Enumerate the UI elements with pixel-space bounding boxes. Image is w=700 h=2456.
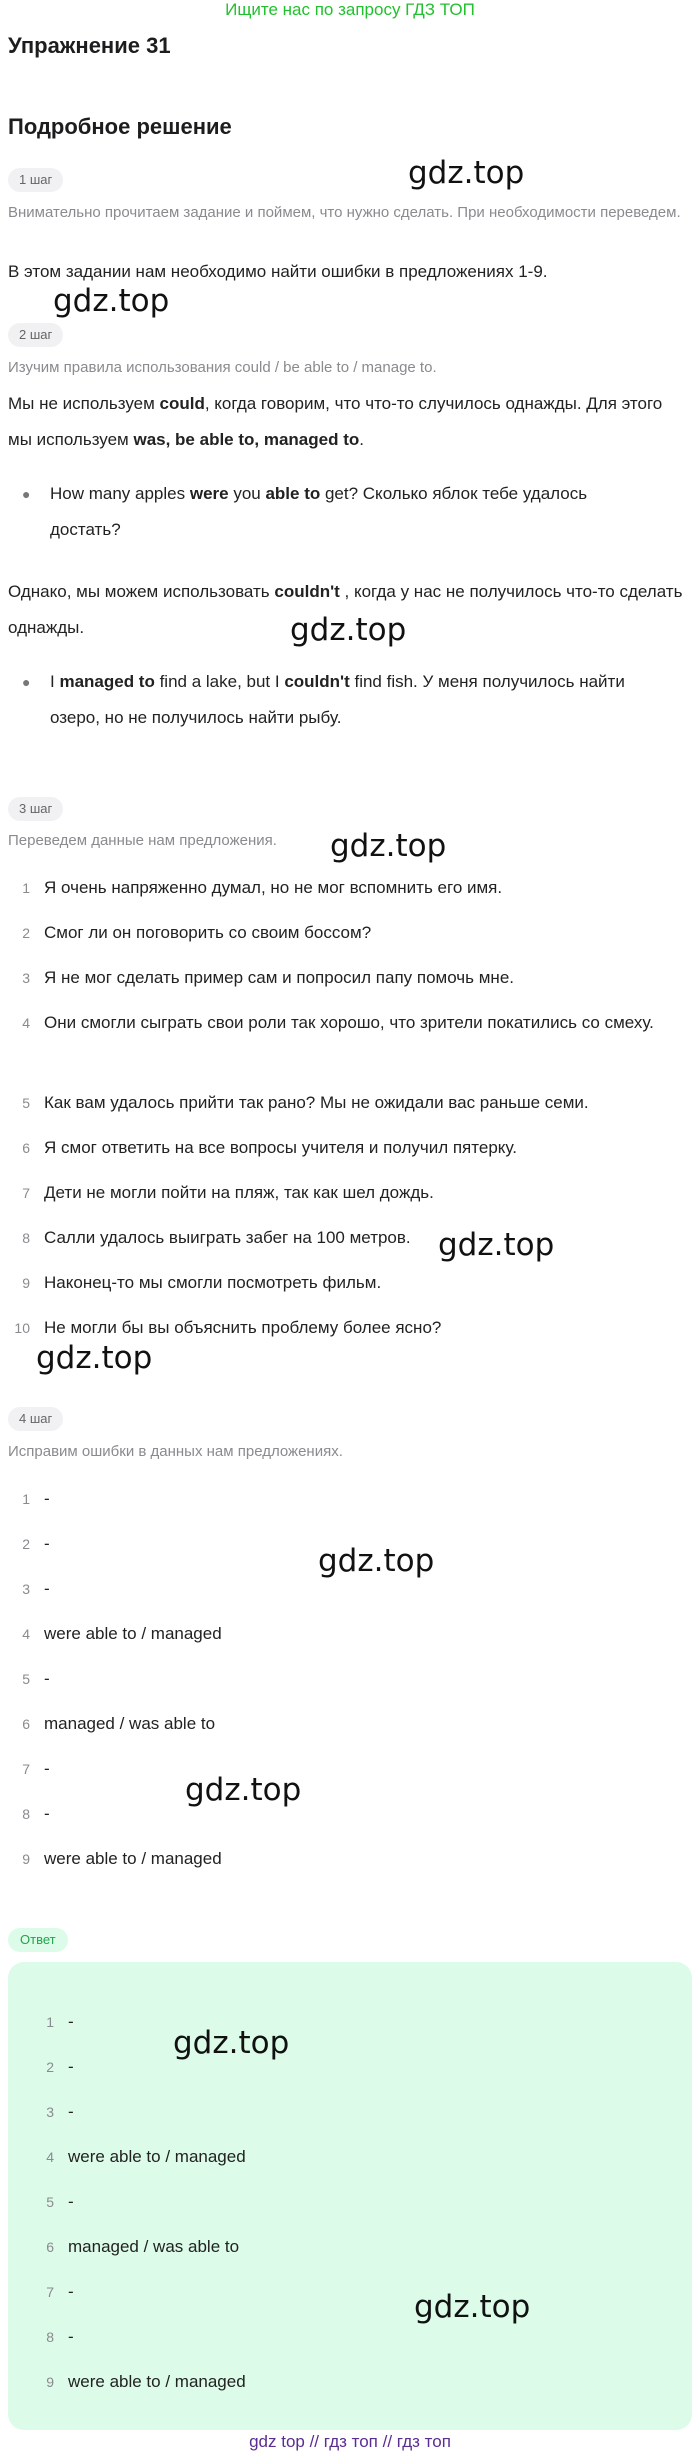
answer-item: - <box>68 2012 74 2031</box>
correction-number: 4 <box>22 1626 30 1642</box>
bullet-icon: ● <box>22 486 31 502</box>
translation-item: Я очень напряженно думал, но не мог вспомнить его имя. <box>44 878 503 897</box>
translation-number: 4 <box>22 1015 30 1031</box>
correction-number: 8 <box>22 1806 30 1822</box>
correction-number: 7 <box>22 1761 30 1777</box>
answer-item: - <box>68 2102 74 2121</box>
correction-number: 6 <box>22 1716 30 1732</box>
correction-item: - <box>44 1759 50 1778</box>
answer-item: managed / was able to <box>68 2237 240 2256</box>
step-3-chip: 3 шаг <box>8 797 63 821</box>
correction-number: 2 <box>22 1536 30 1552</box>
correction-item: - <box>44 1579 50 1598</box>
rule-1-could: could <box>159 394 205 413</box>
step-1-chip: 1 шаг <box>8 168 63 192</box>
answer-number: 2 <box>46 2059 54 2075</box>
translation-item: Дети не могли пойти на пляж, так как шел дождь. <box>44 1183 434 1202</box>
example-2-couldnt: couldn't <box>284 672 350 691</box>
translation-number: 8 <box>22 1230 30 1246</box>
example-1-able-to: able to <box>265 484 321 503</box>
translation-number: 1 <box>22 880 30 896</box>
translation-item: Они смогли сыграть свои роли так хорошо, что зрители покатились со смеху. <box>44 1013 654 1032</box>
answer-item: were able to / managed <box>68 2372 246 2391</box>
translation-number: 2 <box>22 925 30 941</box>
rule-2-a: Однако, мы можем использовать <box>8 582 275 601</box>
translation-number: 10 <box>14 1320 30 1336</box>
answer-item: were able to / managed <box>68 2147 246 2166</box>
translation-number: 7 <box>22 1185 30 1201</box>
answer-chip: Ответ <box>8 1928 68 1952</box>
step-1-note: Внимательно прочитаем задание и поймем, что нужно сделать. При необходимости переведем. <box>8 204 681 221</box>
answer-number: 7 <box>46 2284 54 2300</box>
translation-number: 5 <box>22 1095 30 1111</box>
answer-item: - <box>68 2192 74 2211</box>
rule-1-forms: was, be able to, managed to <box>133 430 360 449</box>
correction-item: - <box>44 1489 50 1508</box>
example-1-were: were <box>189 484 229 503</box>
example-2-text <box>50 664 662 736</box>
translation-item: Я не мог сделать пример сам и попросил папу помочь мне. <box>44 968 514 987</box>
answer-number: 1 <box>46 2014 54 2030</box>
correction-item: - <box>44 1669 50 1688</box>
watermark: gdz.top <box>36 1340 153 1376</box>
correction-item: managed / was able to <box>44 1714 216 1733</box>
translation-item: Не могли бы вы объяснить проблему более ясно? <box>44 1318 442 1337</box>
watermark: gdz.top <box>53 283 170 319</box>
translation-number: 9 <box>22 1275 30 1291</box>
watermark: gdz.top <box>414 2289 531 2325</box>
rule-1-text-e: . <box>359 430 364 449</box>
step-2-note: Изучим правила использования could / be able to / manage to. <box>8 359 437 376</box>
example-2-a: I <box>50 672 60 691</box>
step-3-note: Переведем данные нам предложения. <box>8 832 277 849</box>
example-1-text <box>50 476 662 548</box>
bullet-icon: ● <box>22 674 31 690</box>
watermark: gdz.top <box>185 1772 302 1808</box>
example-2-managed-to: managed to <box>59 672 155 691</box>
correction-number: 1 <box>22 1491 30 1507</box>
answer-item: - <box>68 2327 74 2346</box>
step-4-chip: 4 шаг <box>8 1407 63 1431</box>
correction-item: - <box>44 1804 50 1823</box>
rule-2-couldnt: couldn't <box>274 582 340 601</box>
example-1-a: How many apples <box>50 484 190 503</box>
step-2-chip: 2 шаг <box>8 323 63 347</box>
answer-number: 5 <box>46 2194 54 2210</box>
answer-number: 4 <box>46 2149 54 2165</box>
example-2 <box>22 664 662 736</box>
step-1-text: В этом задании нам необходимо найти ошибки в предложениях 1-9. <box>8 262 548 281</box>
rule-1-text-a: Мы не используем <box>8 394 160 413</box>
watermark: gdz.top <box>438 1227 555 1263</box>
correction-item: - <box>44 1534 50 1553</box>
correction-number: 3 <box>22 1581 30 1597</box>
translation-item: Я смог ответить на все вопросы учителя и получил пятерку. <box>44 1138 517 1157</box>
translation-item: Наконец-то мы смогли посмотреть фильм. <box>44 1273 382 1292</box>
answer-number: 8 <box>46 2329 54 2345</box>
watermark: gdz.top <box>408 155 525 191</box>
example-2-c: find a lake, but I <box>154 672 285 691</box>
page-title: Упражнение 31 <box>8 33 171 58</box>
footer-links[interactable]: gdz top // гдз топ // гдз топ <box>249 2432 451 2451</box>
answer-item: - <box>68 2057 74 2076</box>
example-1-c: you <box>228 484 266 503</box>
example-1 <box>22 476 662 548</box>
correction-item: were able to / managed <box>44 1624 222 1643</box>
answer-number: 9 <box>46 2374 54 2390</box>
answer-number: 6 <box>46 2239 54 2255</box>
answer-number: 3 <box>46 2104 54 2120</box>
correction-number: 9 <box>22 1851 30 1867</box>
translation-item: Смог ли он поговорить со своим боссом? <box>44 923 372 942</box>
solution-heading: Подробное решение <box>8 114 232 139</box>
correction-item: were able to / managed <box>44 1849 222 1868</box>
correction-number: 5 <box>22 1671 30 1687</box>
example-2-e: find fish. У меня получилось найти озеро, но не получилось найти рыбу. <box>50 672 625 727</box>
rule-1-text-c: , когда говорим, что что-то случилось однажды. Для этого мы используем <box>8 394 663 449</box>
translation-item: Как вам удалось прийти так рано? Мы не ожидали вас раньше семи. <box>44 1093 589 1112</box>
answer-item: - <box>68 2282 74 2301</box>
rule-2-c: , когда у нас не получилось что-то сделать однажды. <box>8 582 683 637</box>
step-4-note: Исправим ошибки в данных нам предложениях. <box>8 1443 343 1460</box>
translation-number: 3 <box>22 970 30 986</box>
translation-item: Салли удалось выиграть забег на 100 метров. <box>44 1228 411 1247</box>
search-banner: Ищите нас по запросу ГДЗ ТОП <box>225 0 475 19</box>
watermark: gdz.top <box>290 612 407 648</box>
watermark: gdz.top <box>318 1543 435 1579</box>
rule-paragraph-1 <box>8 386 688 458</box>
example-1-e: get? Сколько яблок тебе удалось достать? <box>50 484 588 539</box>
watermark: gdz.top <box>173 2025 290 2061</box>
watermark: gdz.top <box>330 828 447 864</box>
translation-number: 6 <box>22 1140 30 1156</box>
answer-box <box>8 1962 692 2430</box>
